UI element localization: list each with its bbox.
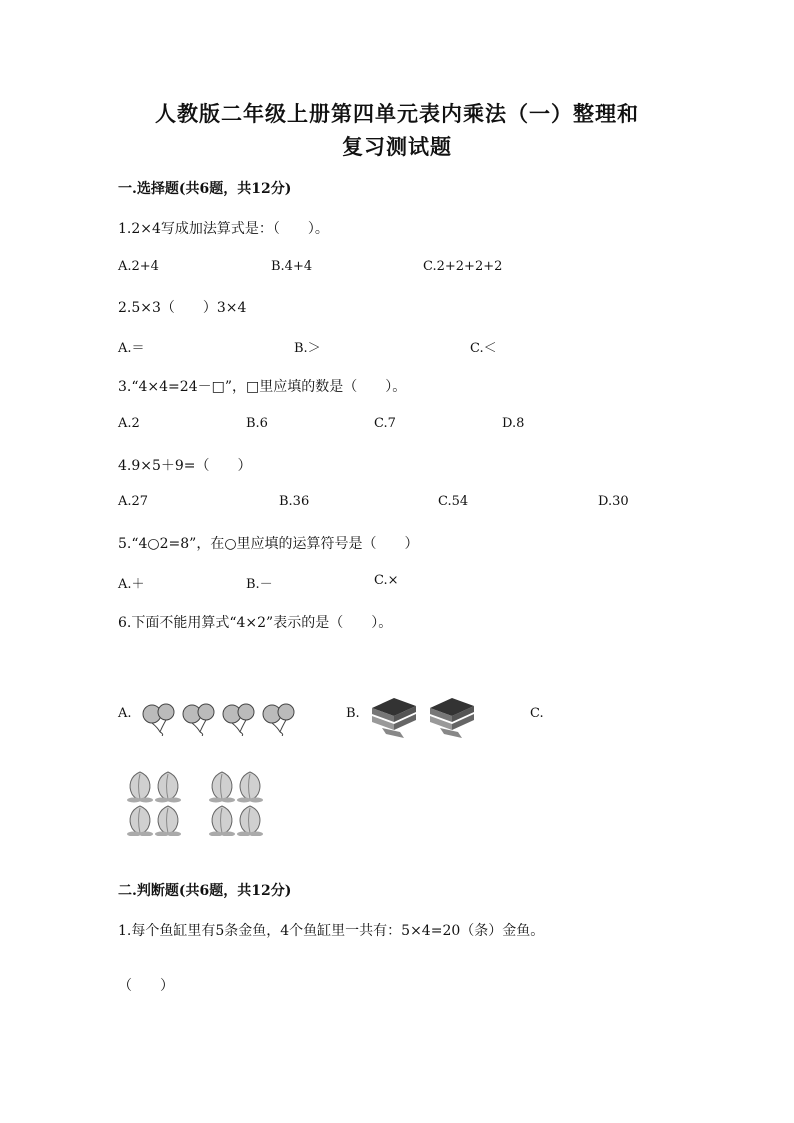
q5-option-b: B.－: [246, 577, 273, 592]
question-4: 4.9×5＋9=（ ）: [118, 458, 252, 474]
q1-option-b: B.4+4: [271, 259, 313, 274]
q6-option-b: B.: [346, 706, 360, 721]
q2-option-b: B.＞: [294, 341, 321, 356]
judge-answer-blank: （ ）: [118, 978, 174, 994]
balloons-image: [140, 700, 300, 736]
question-6: 6.下面不能用算式“4×2”表示的是（ ）。: [118, 615, 393, 631]
q3-option-d: D.8: [502, 416, 525, 431]
question-1: 1.2×4写成加法算式是：（ ）。: [118, 221, 329, 237]
q3-option-c: C.7: [374, 416, 396, 431]
q2-option-c: C.＜: [470, 341, 497, 356]
q4-option-c: C.54: [438, 494, 469, 509]
q1-option-a: A.2+4: [118, 259, 159, 274]
q4-option-d: D.30: [598, 494, 629, 509]
q4-option-b: B.36: [279, 494, 310, 509]
books-image: [368, 694, 480, 738]
q3-option-b: B.6: [246, 416, 268, 431]
q5-option-a: A.＋: [118, 577, 145, 592]
peaches-image: [126, 768, 272, 836]
q6-option-c: C.: [530, 706, 544, 721]
question-5: 5.“4○2=8”，在○里应填的运算符号是（ ）: [118, 536, 419, 552]
q3-option-a: A.2: [118, 416, 140, 431]
q1-option-c: C.2+2+2+2: [423, 259, 503, 274]
q4-option-a: A.27: [118, 494, 149, 509]
question-2: 2.5×3（ ）3×4: [118, 300, 247, 316]
q6-option-a: A.: [118, 706, 132, 721]
section2-heading: 二.判断题(共6题，共12分): [118, 883, 292, 899]
q2-option-a: A.＝: [118, 341, 145, 356]
page-title-line2: 复习测试题: [342, 134, 452, 159]
page-title-line1: 人教版二年级上册第四单元表内乘法（一）整理和: [155, 101, 639, 126]
q5-option-c: C.×: [374, 573, 399, 588]
judge-question-1: 1.每个鱼缸里有5条金鱼，4个鱼缸里一共有：5×4=20（条）金鱼。: [118, 923, 545, 939]
question-3: 3.“4×4=24－□”，□里应填的数是（ ）。: [118, 379, 407, 395]
section1-heading: 一.选择题(共6题，共12分): [118, 181, 292, 197]
